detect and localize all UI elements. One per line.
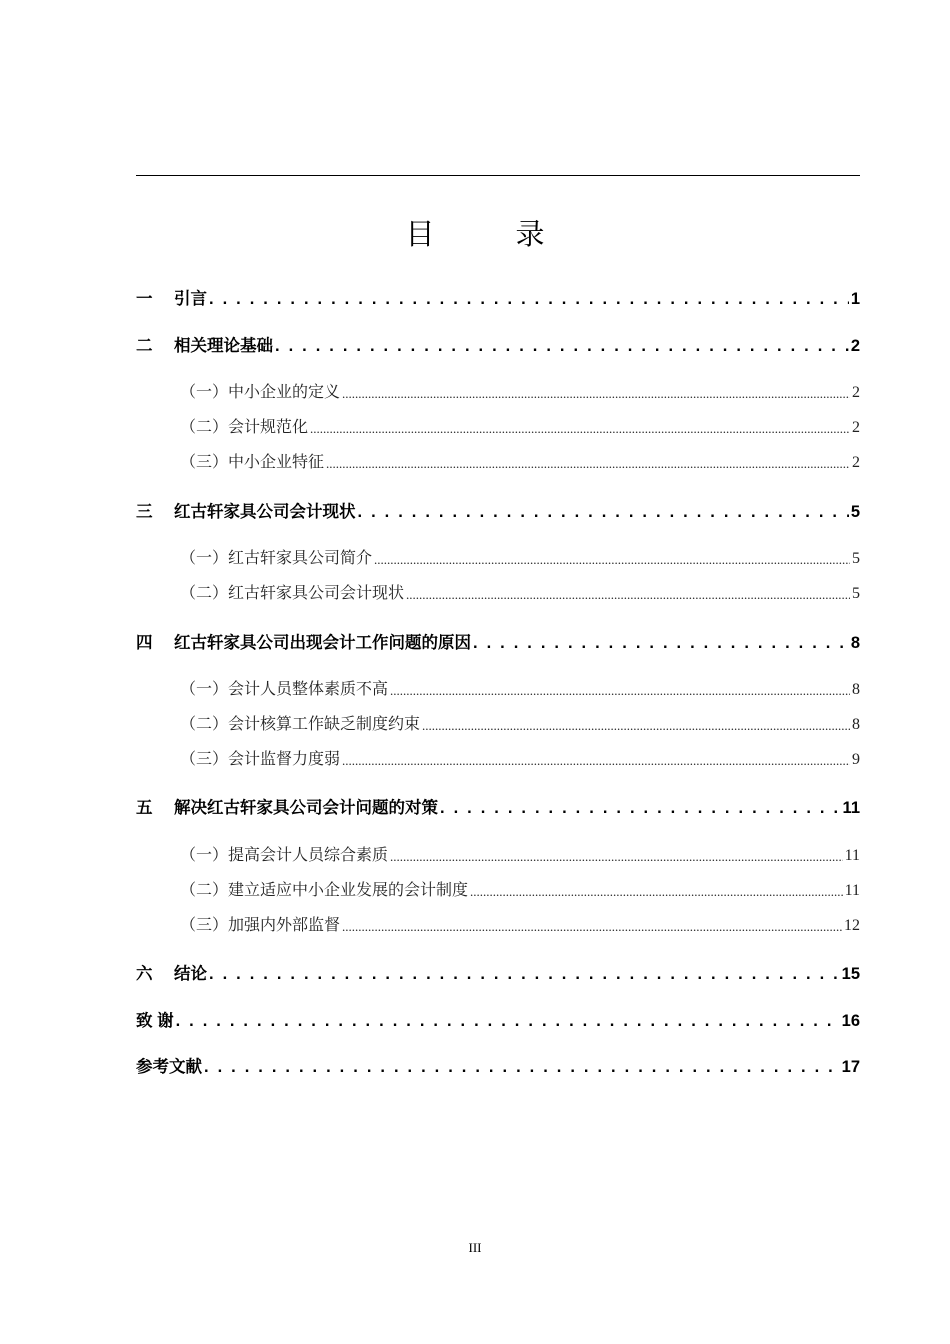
toc-label: 参考文献 [136,1058,202,1076]
toc-leader [209,290,849,309]
toc-label: 结论 [174,965,207,983]
toc-subentry[interactable] [180,911,860,935]
toc-page: 8 [852,716,860,733]
toc-number: 二 [136,337,153,355]
toc-number: （二） [180,417,229,436]
toc-label: 加强内外部监督 [228,915,341,934]
toc-page: 12 [844,917,860,934]
toc-leader [422,718,850,734]
toc-page: 11 [844,882,860,899]
toc-entry[interactable] [136,332,860,356]
toc-label: 解决红古轩家具公司会计问题的对策 [174,799,438,817]
toc-subentry[interactable] [180,675,860,699]
toc-number: 五 [136,799,153,817]
toc-number: （一） [180,679,229,698]
toc-leader [204,1058,840,1077]
toc-subentry[interactable] [180,745,860,769]
toc-page: 5 [852,550,860,567]
toc-leader [342,753,850,769]
toc-leader [406,587,850,603]
toc-label: 提高会计人员综合素质 [228,845,389,864]
toc-page: 2 [852,419,860,436]
toc-entry[interactable] [136,1007,860,1031]
toc-subentry[interactable] [180,710,860,734]
toc-page: 17 [841,1058,860,1076]
toc-label: 引言 [174,290,207,308]
toc-entry[interactable] [136,498,860,522]
toc-subentry[interactable] [180,876,860,900]
toc-leader [390,849,843,865]
toc-label: 建立适应中小企业发展的会计制度 [228,880,469,899]
toc-label: 会计核算工作缺乏制度约束 [228,714,421,733]
toc-label: 相关理论基础 [174,337,273,355]
toc-leader [326,456,850,472]
toc-leader [358,503,849,522]
toc-subentry[interactable] [180,448,860,472]
toc-leader [374,552,850,568]
toc-page: 15 [841,965,860,983]
toc-label: 中小企业特征 [228,452,325,471]
toc-leader [342,919,842,935]
toc-number: （二） [180,583,229,602]
toc-entry[interactable] [136,1053,860,1077]
toc-label: 红古轩家具公司简介 [228,548,373,567]
toc-subentry[interactable] [180,413,860,437]
header-rule [136,175,860,176]
toc-number: 六 [136,965,153,983]
toc-page: 11 [844,847,860,864]
toc-label: 会计规范化 [228,417,309,436]
toc-label: 会计人员整体素质不高 [228,679,389,698]
toc-leader [470,884,843,900]
toc-leader [342,386,850,402]
toc-page: 5 [852,585,860,602]
page-number: III [468,1240,482,1255]
toc-number: （二） [180,880,229,899]
toc-page: 8 [852,681,860,698]
toc-number: （三） [180,915,229,934]
toc-page: 9 [852,751,860,768]
toc-entry[interactable] [136,285,860,309]
toc-label: 会计监督力度弱 [228,749,341,768]
toc-number: （二） [180,714,229,733]
toc-page: 1 [850,290,860,308]
toc-number: （一） [180,382,229,401]
toc-page: 8 [850,634,860,652]
toc-number: （一） [180,845,229,864]
toc-leader [209,965,840,984]
toc-label: 红古轩家具公司出现会计工作问题的原因 [174,634,471,652]
toc-page: 16 [841,1012,860,1030]
toc-number: 四 [136,634,153,652]
toc-leader [473,634,849,653]
toc-leader [176,1012,840,1031]
toc-label: 红古轩家具公司会计现状 [174,503,356,521]
toc-leader [310,421,850,437]
toc-entry[interactable] [136,960,860,984]
toc-page: 11 [842,799,860,817]
toc-entry[interactable] [136,794,860,818]
toc-label: 致 谢 [136,1012,174,1030]
toc-number: （一） [180,548,229,567]
toc-number: （三） [180,452,229,471]
toc-page: 2 [852,454,860,471]
toc-leader [440,799,841,818]
toc-number: 一 [136,290,153,308]
page-title: 目 录 [405,217,571,251]
toc-entry[interactable] [136,629,860,653]
toc-page: 5 [850,503,860,521]
toc-leader [275,337,849,356]
toc-subentry[interactable] [180,544,860,568]
toc-subentry[interactable] [180,579,860,603]
toc-number: （三） [180,749,229,768]
toc-page: 2 [852,384,860,401]
toc-subentry[interactable] [180,841,860,865]
toc-page: 2 [850,337,860,355]
toc-label: 中小企业的定义 [228,382,341,401]
toc-label: 红古轩家具公司会计现状 [228,583,405,602]
toc-leader [390,683,850,699]
toc-number: 三 [136,503,153,521]
toc-subentry[interactable] [180,378,860,402]
